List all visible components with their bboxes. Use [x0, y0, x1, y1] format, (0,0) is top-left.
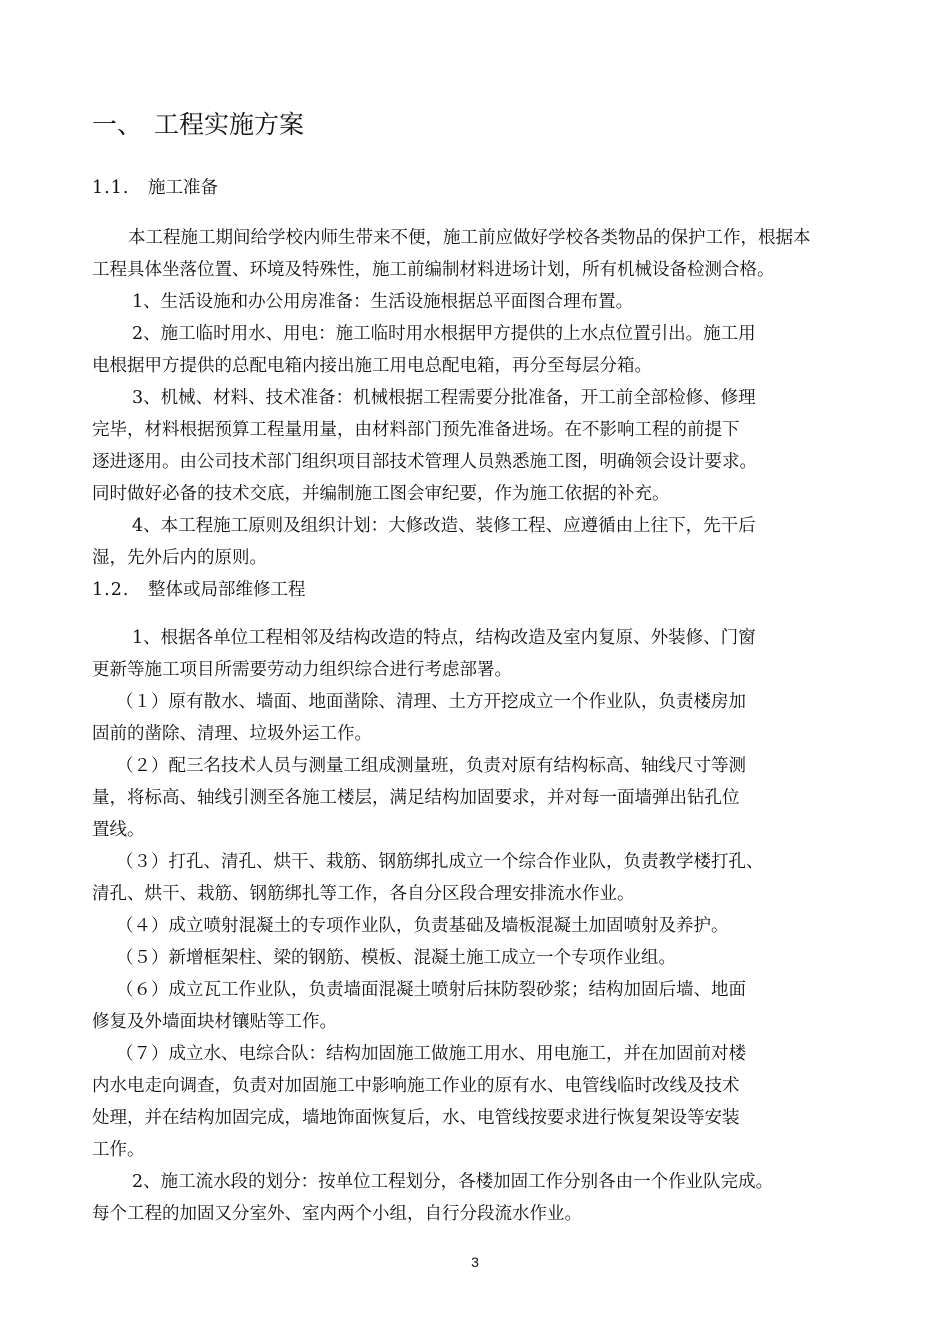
paragraph-line: 3、机械、材料、技术准备：机械根据工程需要分批准备，开工前全部检修、修理: [132, 388, 756, 408]
chapter-number: 一、: [92, 110, 143, 139]
page-number: 3: [471, 1254, 479, 1270]
paragraph-line: 工程具体坐落位置、环境及特殊性，施工前编制材料进场计划，所有机械设备检测合格。: [92, 260, 775, 280]
paragraph-line: 同时做好必备的技术交底，并编制施工图会审纪要，作为施工依据的补充。: [92, 484, 670, 504]
paragraph-line: 修复及外墙面块材镶贴等工作。: [92, 1012, 337, 1032]
paragraph-line: 2、施工临时用水、用电：施工临时用水根据甲方提供的上水点位置引出。施工用: [132, 324, 756, 344]
section-heading-1-2: [92, 578, 306, 602]
paragraph-line: 4、本工程施工原则及组织计划：大修改造、装修工程、应遵循由上往下，先干后: [132, 516, 756, 536]
paragraph-line: 处理，并在结构加固完成，墙地饰面恢复后，水、电管线按要求进行恢复架设等安装: [92, 1108, 740, 1128]
paragraph-line: 每个工程的加固又分室外、室内两个小组，自行分段流水作业。: [92, 1204, 582, 1224]
paragraph-line: （２）配三名技术人员与测量工组成测量班，负责对原有结构标高、轴线尺寸等测: [116, 756, 746, 776]
paragraph-line: 固前的凿除、清理、垃圾外运工作。: [92, 724, 372, 744]
paragraph-line: 完毕，材料根据预算工程量用量，由材料部门预先准备进场。在不影响工程的前提下: [92, 420, 740, 440]
section-heading-1-1: [92, 176, 218, 200]
paragraph-line: 电根据甲方提供的总配电箱内接出施工用电总配电箱，再分至每层分箱。: [92, 356, 652, 376]
section-title: 施工准备: [148, 178, 218, 198]
paragraph-line: 1、生活设施和办公用房准备：生活设施根据总平面图合理布置。: [132, 292, 634, 312]
paragraph-line: 更新等施工项目所需要劳动力组织综合进行考虑部署。: [92, 660, 512, 680]
paragraph-line: 逐进逐用。由公司技术部门组织项目部技术管理人员熟悉施工图，明确领会设计要求。: [92, 452, 757, 472]
paragraph-line: 湿，先外后内的原则。: [92, 548, 267, 568]
paragraph-line: 清孔、烘干、栽筋、钢筋绑扎等工作，各自分区段合理安排流水作业。: [92, 884, 635, 904]
section-title: 整体或局部维修工程: [148, 580, 306, 600]
paragraph-line: 本工程施工期间给学校内师生带来不便，施工前应做好学校各类物品的保护工作，根据本: [128, 228, 811, 248]
paragraph-line: 置线。: [92, 820, 145, 840]
paragraph-line: 2、施工流水段的划分：按单位工程划分，各楼加固工作分别各由一个作业队完成。: [132, 1172, 774, 1192]
paragraph-line: （５）新增框架柱、梁的钢筋、模板、混凝土施工成立一个专项作业组。: [116, 948, 676, 968]
section-number: 1.1.: [92, 178, 130, 198]
paragraph-line: 内水电走向调查，负责对加固施工中影响施工作业的原有水、电管线临时改线及技术: [92, 1076, 740, 1096]
paragraph-line: （３）打孔、清孔、烘干、栽筋、钢筋绑扎成立一个综合作业队，负责教学楼打孔、: [116, 852, 764, 872]
paragraph-line: （４）成立喷射混凝土的专项作业队，负责基础及墙板混凝土加固喷射及养护。: [116, 916, 729, 936]
chapter-heading: [92, 108, 304, 142]
chapter-title: 工程实施方案: [154, 110, 305, 139]
paragraph-line: 工作。: [92, 1140, 145, 1160]
section-number: 1.2.: [92, 580, 130, 600]
paragraph-line: （７）成立水、电综合队：结构加固施工做施工用水、用电施工，并在加固前对楼: [116, 1044, 746, 1064]
paragraph-line: （６）成立瓦工作业队，负责墙面混凝土喷射后抹防裂砂浆；结构加固后墙、地面: [116, 980, 746, 1000]
paragraph-line: 量，将标高、轴线引测至各施工楼层，满足结构加固要求，并对每一面墙弹出钻孔位: [92, 788, 740, 808]
paragraph-line: 1、根据各单位工程相邻及结构改造的特点，结构改造及室内复原、外装修、门窗: [132, 628, 756, 648]
paragraph-line: （１）原有散水、墙面、地面凿除、清理、土方开挖成立一个作业队，负责楼房加: [116, 692, 746, 712]
